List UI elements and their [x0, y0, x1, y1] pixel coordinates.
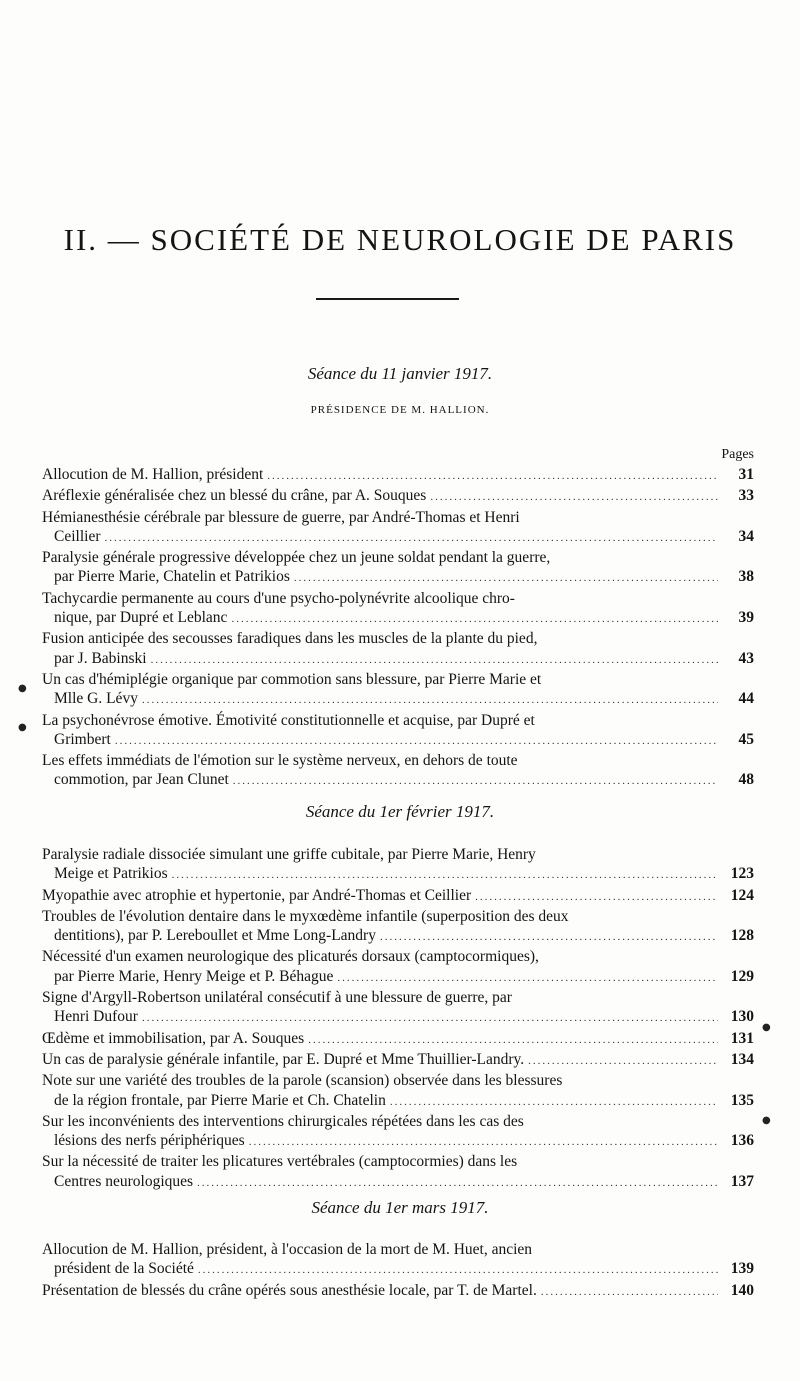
session-heading-2: Séance du 1er février 1917.	[305, 802, 495, 821]
toc-entry	[42, 907, 754, 948]
page-number: 123	[730, 865, 754, 883]
leader-dots	[197, 1174, 718, 1193]
toc-entry	[42, 1112, 754, 1153]
page-number: 129	[730, 967, 754, 985]
page-number: 38	[738, 568, 754, 586]
leader-dots	[528, 1052, 718, 1071]
toc-entry	[42, 1281, 754, 1302]
toc-entry-line: Paralysie radiale dissociée simulant une griffe cubitale, par Pierre Marie, Henry	[42, 846, 536, 863]
toc-entry-line: Centres neurologiques	[54, 1172, 194, 1190]
toc-entry-line: Les effets immédiats de l'émotion sur le système nerveux, en dehors de toute	[42, 752, 518, 770]
leader-dots	[475, 888, 718, 907]
title-rule	[316, 298, 459, 300]
toc-session-3	[42, 1240, 754, 1302]
toc-entry-line: Mlle G. Lévy	[54, 690, 138, 708]
toc-entry	[42, 988, 754, 1029]
toc-entry	[42, 886, 754, 907]
toc-entry-line: Hémianesthésie cérébrale par blessure de guerre, par André-Thomas et Henri	[42, 508, 520, 526]
toc-entry	[42, 508, 754, 549]
toc-entry	[42, 548, 754, 589]
session-heading-3: Séance du 1er mars 1917.	[311, 1198, 489, 1217]
leader-dots	[541, 1283, 718, 1302]
leader-dots	[267, 467, 718, 486]
page-number: 140	[730, 1281, 754, 1299]
toc-entry	[42, 1071, 754, 1112]
toc-entry-line: Nécessité d'un examen neurologique des plicaturés dorsaux (camptocormiques),	[42, 948, 539, 966]
leader-dots	[430, 488, 718, 507]
toc-entry-line: Henri Dufour	[54, 1008, 138, 1026]
section-title: II. — SOCIÉTÉ DE NEUROLOGIE DE PARIS	[63, 222, 737, 257]
margin-bullet: ●	[762, 1022, 771, 1033]
leader-dots	[151, 651, 718, 670]
toc-entry-line: Un cas de paralysie générale infantile, par E. Dupré et Mme Thuillier-Landry.	[42, 1050, 525, 1068]
page-number: 43	[738, 649, 754, 667]
presidence-line: PRÉSIDENCE DE M. HALLION.	[310, 404, 490, 416]
toc-entry-line: lésions des nerfs périphériques	[54, 1132, 245, 1150]
page-number: 128	[730, 927, 754, 945]
toc-entry-line: Fusion anticipée des secousses faradiques dans les muscles de la plante du pied,	[42, 630, 538, 648]
toc-entry-line: Sur les inconvénients des interventions chirurgicales répétées dans les cas des	[42, 1112, 524, 1130]
margin-bullet: ●	[18, 683, 27, 694]
page-number: 136	[730, 1132, 754, 1150]
pages-column-label: Pages	[721, 447, 754, 462]
toc-session-1	[42, 465, 754, 792]
page-number: 34	[738, 527, 754, 545]
leader-dots	[115, 732, 718, 751]
page-number: 139	[730, 1260, 754, 1278]
toc-entry	[42, 1152, 754, 1193]
toc-entry-line: Allocution de M. Hallion, président	[42, 466, 264, 483]
leader-dots	[142, 691, 718, 710]
leader-dots	[308, 1031, 718, 1050]
toc-entry-line: Œdème et immobilisation, par A. Souques	[42, 1029, 305, 1047]
toc-entry-line: par J. Babinski	[54, 649, 147, 667]
toc-entry-line: Tachycardie permanente au cours d'une psycho-polynévrite alcoolique chro-	[42, 589, 515, 607]
toc-entry	[42, 711, 754, 752]
toc-entry	[42, 751, 754, 792]
toc-entry	[42, 465, 754, 486]
toc-entry-line: de la région frontale, par Pierre Marie et Ch. Chatelin	[54, 1091, 386, 1109]
toc-entry-line: par Pierre Marie, Chatelin et Patrikios	[54, 568, 290, 586]
leader-dots	[142, 1009, 718, 1028]
page-number: 39	[738, 609, 754, 627]
page-number: 124	[730, 886, 754, 904]
page-number: 31	[738, 466, 754, 483]
leader-dots	[233, 772, 718, 791]
toc-entry-line: Note sur une variété des troubles de la parole (scansion) observée dans les blessures	[42, 1072, 563, 1090]
toc-entry-line: Paralysie générale progressive développée chez un jeune soldat pendant la guerre,	[42, 549, 551, 567]
leader-dots	[337, 969, 718, 988]
page-number: 131	[730, 1029, 754, 1047]
page-number: 130	[730, 1008, 754, 1026]
margin-bullet: ●	[762, 1115, 771, 1126]
toc-entry-line: Sur la nécessité de traiter les plicatures vertébrales (camptocormies) dans les	[42, 1153, 518, 1171]
toc-entry	[42, 1050, 754, 1071]
toc-entry	[42, 589, 754, 630]
page-number: 134	[730, 1050, 754, 1068]
session-heading-1: Séance du 11 janvier 1917.	[307, 364, 493, 383]
leader-dots	[172, 866, 718, 885]
margin-bullet: ●	[18, 722, 27, 733]
leader-dots	[198, 1261, 718, 1280]
toc-entry-line: Un cas d'hémiplégie organique par commotion sans blessure, par Pierre Marie et	[42, 670, 542, 688]
toc-entry	[42, 947, 754, 988]
toc-entry-line: Ceillier	[54, 527, 101, 545]
toc-entry-line: Signe d'Argyll-Robertson unilatéral consécutif à une blessure de guerre, par	[42, 989, 512, 1007]
toc-entry-line: Grimbert	[54, 730, 111, 748]
leader-dots	[390, 1093, 718, 1112]
toc-session-2	[42, 845, 754, 1193]
toc-entry-line: par Pierre Marie, Henry Meige et P. Béhague	[54, 967, 334, 985]
toc-entry	[42, 1240, 754, 1281]
page-number: 33	[738, 487, 754, 505]
leader-dots	[249, 1133, 718, 1152]
toc-entry-line: dentitions), par P. Lereboullet et Mme Long-Landry	[54, 927, 376, 945]
toc-entry	[42, 1029, 754, 1050]
page-number: 48	[738, 771, 754, 789]
toc-entry-line: La psychonévrose émotive. Émotivité constitutionnelle et acquise, par Dupré et	[42, 711, 535, 729]
toc-entry	[42, 670, 754, 711]
page-number: 137	[730, 1172, 754, 1190]
leader-dots	[105, 529, 719, 548]
toc-entry-line: nique, par Dupré et Leblanc	[54, 609, 228, 627]
toc-entry-line: Présentation de blessés du crâne opérés sous anesthésie locale, par T. de Martel.	[42, 1281, 537, 1299]
toc-entry-line: Allocution de M. Hallion, président, à l'occasion de la mort de M. Huet, ancien	[42, 1241, 533, 1258]
leader-dots	[231, 610, 718, 629]
toc-entry-line: Aréflexie généralisée chez un blessé du crâne, par A. Souques	[42, 487, 427, 505]
page-number: 44	[738, 690, 754, 708]
toc-entry	[42, 486, 754, 507]
page-number: 135	[730, 1091, 754, 1109]
page-number: 45	[738, 730, 754, 748]
toc-entry-line: commotion, par Jean Clunet	[54, 771, 229, 789]
toc-entry	[42, 845, 754, 886]
toc-entry-line: Troubles de l'évolution dentaire dans le myxœdème infantile (superposition des deux	[42, 907, 569, 925]
toc-entry	[42, 629, 754, 670]
toc-entry-line: Myopathie avec atrophie et hypertonie, par André-Thomas et Ceillier	[42, 886, 472, 904]
toc-entry-line: président de la Société	[54, 1260, 194, 1278]
leader-dots	[294, 569, 718, 588]
leader-dots	[380, 928, 718, 947]
toc-entry-line: Meige et Patrikios	[54, 865, 168, 883]
